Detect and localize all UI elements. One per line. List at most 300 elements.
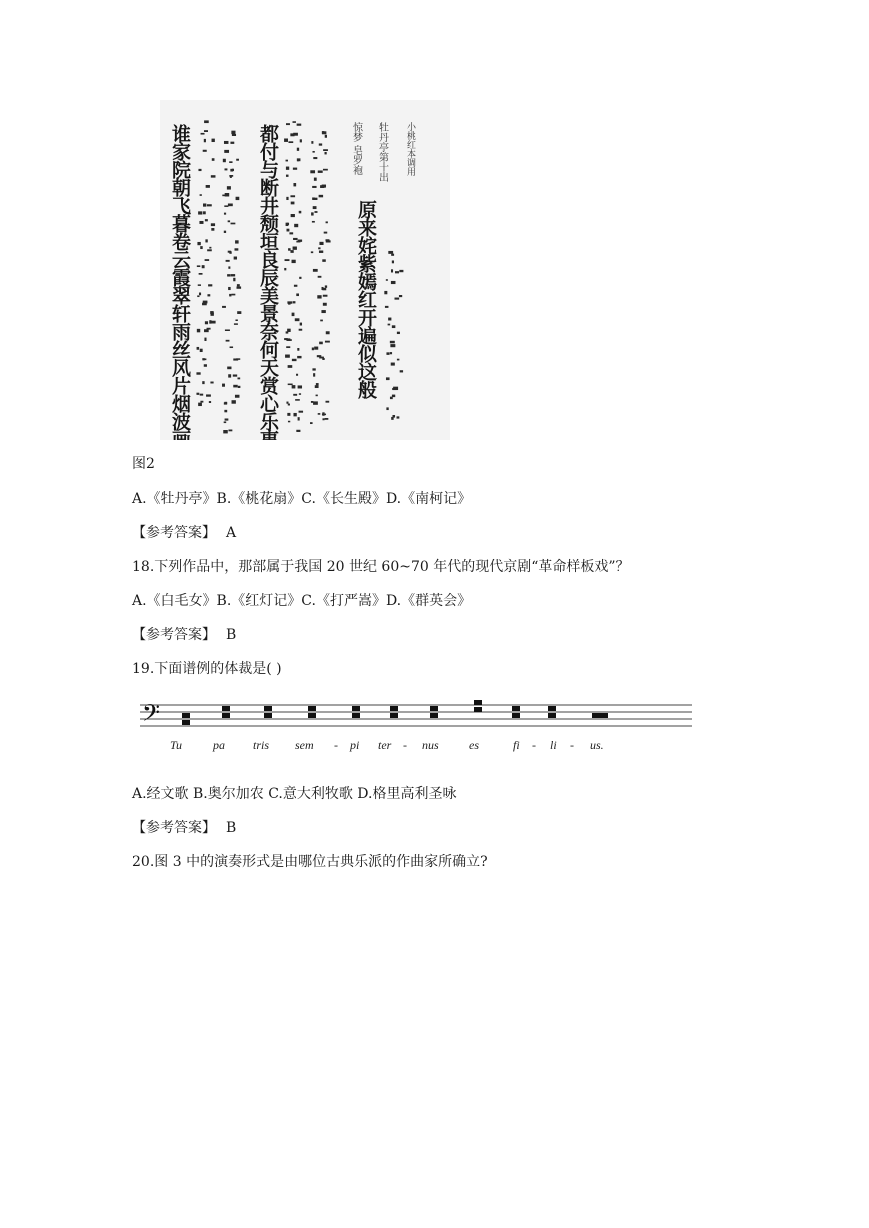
notation-mark bbox=[224, 421, 227, 423]
notation-mark bbox=[294, 285, 297, 287]
notation-mark bbox=[197, 329, 200, 332]
notation-mark bbox=[391, 281, 396, 284]
notation-mark bbox=[225, 329, 230, 331]
note bbox=[512, 706, 520, 711]
notation-mark bbox=[203, 358, 207, 360]
lyric-hyphen: - bbox=[334, 738, 338, 752]
notation-mark bbox=[300, 323, 302, 326]
notation-mark bbox=[284, 268, 286, 270]
note bbox=[474, 707, 482, 712]
notation-mark bbox=[300, 139, 302, 142]
notation-mark bbox=[326, 331, 330, 334]
notation-mark bbox=[203, 211, 206, 214]
notation-mark bbox=[228, 430, 232, 432]
notation-mark bbox=[229, 251, 231, 253]
figure-header-column: 小桃红本调用 bbox=[405, 122, 415, 176]
notation-mark bbox=[203, 301, 208, 304]
notation-mark bbox=[397, 416, 400, 418]
notation-mark bbox=[238, 386, 241, 388]
answer-value: A bbox=[226, 525, 237, 541]
notation-mark bbox=[205, 321, 208, 324]
notation-mark bbox=[232, 132, 235, 135]
note bbox=[264, 713, 272, 718]
notation-mark bbox=[288, 384, 293, 386]
notation-mark bbox=[325, 401, 329, 403]
note bbox=[222, 706, 230, 711]
q18-question: 18.下列作品中，那部属于我国 20 世纪 60~70 年代的现代京剧“革命样板戏”？ bbox=[132, 559, 630, 575]
notation-mark bbox=[391, 269, 393, 272]
notation-mark bbox=[212, 158, 215, 161]
notation-mark bbox=[200, 194, 202, 196]
q18-answer bbox=[132, 626, 236, 644]
notation-mark bbox=[228, 220, 230, 222]
notation-mark bbox=[297, 356, 301, 358]
notation-mark bbox=[225, 418, 229, 420]
notation-mark bbox=[285, 355, 290, 358]
gongche-notation-scan bbox=[160, 100, 450, 440]
notation-mark bbox=[226, 260, 230, 262]
notation-mark bbox=[211, 175, 216, 177]
notation-mark bbox=[224, 150, 229, 153]
notation-mark bbox=[296, 430, 300, 432]
notation-mark bbox=[386, 407, 388, 410]
figure-header-column: 惊梦 皂罗袍 bbox=[350, 122, 362, 176]
notation-mark bbox=[316, 395, 318, 397]
notation-mark bbox=[392, 260, 394, 263]
notation-mark bbox=[310, 170, 315, 173]
notation-mark bbox=[312, 368, 315, 370]
notation-mark bbox=[392, 325, 396, 328]
answer-value: B bbox=[226, 820, 237, 836]
notation-mark bbox=[197, 295, 199, 297]
notation-mark bbox=[286, 402, 288, 404]
notation-mark bbox=[286, 346, 290, 348]
notation-mark bbox=[232, 400, 236, 403]
notation-mark bbox=[323, 303, 327, 306]
notation-mark bbox=[313, 269, 318, 272]
notation-mark bbox=[297, 124, 302, 126]
notation-mark bbox=[229, 175, 233, 177]
notation-mark bbox=[299, 277, 301, 279]
notation-mark bbox=[202, 265, 205, 268]
notation-mark bbox=[223, 159, 226, 162]
notation-mark bbox=[224, 141, 228, 144]
notation-mark bbox=[205, 259, 210, 261]
note bbox=[222, 713, 230, 718]
notation-mark bbox=[205, 219, 208, 221]
notation-mark bbox=[227, 367, 231, 370]
answer-value: B bbox=[226, 627, 237, 643]
lyric-syllable: nus bbox=[422, 738, 439, 752]
notation-mark bbox=[290, 250, 293, 253]
notation-mark bbox=[297, 148, 299, 151]
notation-mark bbox=[325, 418, 329, 420]
notation-mark bbox=[299, 393, 301, 395]
notation-mark bbox=[310, 422, 313, 424]
answer-label: 【参考答案】 bbox=[132, 525, 216, 541]
notation-mark bbox=[224, 213, 226, 215]
notation-mark bbox=[200, 394, 203, 396]
notation-mark bbox=[212, 139, 215, 142]
lyric-syllable: Tu bbox=[170, 738, 183, 752]
notation-mark bbox=[288, 248, 291, 250]
notation-mark bbox=[296, 293, 299, 296]
notation-mark bbox=[293, 394, 297, 396]
notation-mark bbox=[314, 211, 317, 213]
notation-mark bbox=[286, 175, 289, 177]
chant-score bbox=[140, 695, 700, 770]
notation-mark bbox=[287, 339, 292, 341]
notation-mark bbox=[319, 242, 323, 245]
lyric-syllable: us. bbox=[590, 738, 604, 752]
notation-mark bbox=[286, 167, 289, 170]
note bbox=[592, 713, 600, 718]
notation-mark bbox=[299, 329, 303, 331]
note bbox=[182, 713, 190, 718]
notation-mark bbox=[287, 329, 291, 332]
lyric-syllable: es bbox=[469, 738, 479, 752]
notation-mark bbox=[198, 284, 201, 286]
notation-mark bbox=[388, 324, 391, 326]
lyric-hyphen: - bbox=[570, 738, 574, 752]
notation-mark bbox=[386, 279, 388, 281]
notation-mark bbox=[197, 265, 200, 267]
notation-mark bbox=[295, 318, 300, 321]
notation-mark bbox=[325, 152, 327, 154]
note bbox=[430, 713, 438, 718]
notation-mark bbox=[399, 270, 403, 272]
notation-mark bbox=[313, 373, 315, 376]
notation-mark bbox=[206, 185, 210, 188]
notation-mark bbox=[388, 251, 393, 254]
notation-mark bbox=[288, 421, 290, 423]
notation-mark bbox=[204, 139, 206, 142]
notation-mark bbox=[293, 183, 296, 186]
notation-mark bbox=[287, 301, 292, 303]
notation-mark bbox=[235, 240, 239, 243]
notation-mark bbox=[298, 417, 300, 420]
notation-mark bbox=[386, 352, 389, 355]
notation-mark bbox=[297, 348, 299, 351]
notation-mark bbox=[209, 247, 211, 249]
notation-mark bbox=[224, 402, 227, 404]
notation-mark bbox=[233, 374, 237, 376]
notation-mark bbox=[285, 259, 290, 261]
q20-question: 20.图 3 中的演奏形式是由哪位古典乐派的作曲家所确立? bbox=[132, 854, 488, 870]
figure-2-caption: 图2 bbox=[132, 456, 155, 472]
note bbox=[352, 713, 360, 718]
notation-mark bbox=[286, 160, 288, 162]
notation-mark bbox=[318, 413, 321, 415]
notation-mark bbox=[202, 381, 204, 384]
notation-mark bbox=[293, 246, 297, 249]
notation-mark bbox=[288, 141, 293, 143]
notation-mark bbox=[227, 274, 230, 276]
notation-mark bbox=[224, 410, 227, 412]
lyric-syllable: sem bbox=[295, 738, 314, 752]
notation-mark bbox=[204, 329, 209, 332]
notation-mark bbox=[391, 254, 394, 256]
notation-mark bbox=[390, 344, 395, 347]
notation-mark bbox=[199, 273, 203, 275]
notation-mark bbox=[399, 295, 402, 297]
notation-mark bbox=[322, 131, 324, 134]
figure-2-score-image bbox=[160, 100, 450, 440]
notation-mark bbox=[286, 123, 290, 125]
notation-mark bbox=[295, 399, 300, 401]
lyric-syllable: ter bbox=[378, 738, 392, 752]
notation-mark bbox=[204, 338, 206, 341]
notation-mark bbox=[234, 323, 238, 325]
notation-mark bbox=[227, 186, 231, 189]
notation-mark bbox=[224, 231, 226, 233]
notation-mark bbox=[197, 242, 200, 245]
notation-mark bbox=[198, 211, 202, 214]
notation-mark bbox=[203, 150, 207, 152]
q19-options: A.经文歌 B.奥尔加农 C.意大利牧歌 D.格里高利圣咏 bbox=[132, 786, 457, 802]
notation-mark bbox=[230, 169, 233, 172]
notation-mark bbox=[292, 385, 296, 388]
figure-header-column: 牡丹亭第十出 bbox=[376, 122, 388, 182]
notation-mark bbox=[209, 401, 211, 403]
note bbox=[390, 706, 398, 711]
note bbox=[352, 706, 360, 711]
notation-mark bbox=[288, 365, 293, 368]
notation-mark bbox=[287, 413, 290, 416]
notation-mark bbox=[298, 240, 302, 242]
notation-mark bbox=[233, 385, 237, 388]
notation-mark bbox=[237, 284, 240, 286]
notation-mark bbox=[319, 250, 323, 252]
q19-question: 19.下面谱例的体裁是( ) bbox=[132, 661, 282, 677]
lyric-syllable: li bbox=[550, 738, 557, 752]
notation-mark bbox=[293, 301, 296, 303]
notation-mark bbox=[322, 185, 326, 188]
notation-mark bbox=[319, 342, 323, 345]
notation-mark bbox=[312, 151, 314, 153]
notation-mark bbox=[392, 415, 395, 418]
notation-mark bbox=[228, 266, 230, 268]
notation-mark bbox=[388, 318, 391, 321]
notation-mark bbox=[196, 393, 199, 395]
notation-mark bbox=[231, 274, 235, 276]
notation-mark bbox=[319, 195, 323, 198]
notation-mark bbox=[290, 195, 295, 197]
notation-mark bbox=[299, 211, 302, 214]
header-columns bbox=[351, 121, 416, 182]
notation-mark bbox=[200, 246, 202, 249]
note bbox=[430, 706, 438, 711]
notation-mark bbox=[235, 319, 237, 321]
notation-mark bbox=[207, 294, 210, 296]
notation-mark bbox=[286, 197, 288, 200]
notation-mark bbox=[311, 401, 313, 403]
notation-mark bbox=[390, 397, 393, 399]
notation-mark bbox=[390, 352, 392, 354]
notation-mark bbox=[290, 133, 294, 136]
notation-mark bbox=[204, 120, 209, 123]
answer-label: 【参考答案】 bbox=[132, 820, 216, 836]
notation-mark bbox=[222, 306, 226, 308]
notation-mark bbox=[384, 291, 387, 294]
notation-mark bbox=[235, 248, 239, 250]
note bbox=[308, 713, 316, 718]
notation-mark bbox=[312, 186, 316, 188]
notation-mark bbox=[229, 294, 231, 297]
notation-mark bbox=[294, 224, 298, 227]
notation-mark bbox=[198, 403, 202, 406]
notation-mark bbox=[293, 413, 296, 416]
note bbox=[512, 713, 520, 718]
staff-svg bbox=[140, 695, 700, 770]
notation-mark bbox=[236, 197, 240, 200]
notation-mark bbox=[315, 385, 319, 388]
figure-text-column: 原来姹紫嫣红开遍似这般 bbox=[355, 200, 377, 398]
notation-mark bbox=[223, 430, 228, 433]
svg-text:𝄢: 𝄢 bbox=[142, 699, 161, 732]
note bbox=[264, 706, 272, 711]
notation-mark bbox=[317, 295, 321, 298]
notation-mark bbox=[319, 143, 322, 145]
notation-mark bbox=[390, 341, 395, 343]
note bbox=[474, 700, 482, 705]
note bbox=[548, 713, 556, 718]
notation-mark bbox=[296, 374, 298, 376]
notation-mark bbox=[298, 385, 302, 388]
notation-mark bbox=[289, 232, 293, 234]
notation-mark bbox=[292, 359, 297, 361]
notation-mark bbox=[292, 121, 295, 123]
notation-mark bbox=[326, 221, 328, 223]
notation-mark bbox=[325, 135, 327, 138]
q17-options: A.《牡丹亭》B.《桃花扇》C.《长生殿》D.《南柯记》 bbox=[132, 491, 472, 507]
notation-mark bbox=[322, 259, 325, 262]
notation-mark bbox=[293, 168, 297, 170]
notation-mark bbox=[311, 251, 313, 253]
notation-mark bbox=[292, 313, 295, 316]
notation-mark bbox=[228, 203, 233, 206]
figure-text-column: 都付与断井颓垣良辰美景奈何天赏心乐事 bbox=[257, 124, 279, 440]
notation-mark bbox=[233, 278, 235, 281]
notation-mark bbox=[204, 364, 207, 367]
notation-mark bbox=[228, 374, 231, 377]
notation-mark bbox=[211, 228, 214, 231]
notation-mark bbox=[293, 238, 298, 240]
notation-mark bbox=[199, 293, 201, 296]
figure-text-column: 谁家院朝飞暮卷云霞翠轩雨丝风片烟波画 bbox=[169, 124, 191, 440]
notation-mark bbox=[228, 287, 231, 290]
notation-mark bbox=[201, 133, 205, 135]
notation-mark bbox=[323, 149, 328, 151]
notation-mark bbox=[299, 411, 304, 413]
notation-mark bbox=[395, 271, 399, 273]
q17-answer bbox=[132, 524, 236, 542]
notation-mark bbox=[210, 311, 213, 314]
notation-mark bbox=[325, 341, 330, 343]
notation-mark bbox=[391, 363, 395, 366]
notation-mark bbox=[313, 401, 318, 404]
lyric-syllable: tris bbox=[253, 738, 270, 752]
note bbox=[308, 706, 316, 711]
notation-mark bbox=[230, 346, 233, 348]
notation-mark bbox=[322, 412, 324, 415]
notation-mark bbox=[234, 257, 237, 260]
notation-mark bbox=[206, 394, 211, 396]
notation-mark bbox=[323, 169, 328, 171]
notation-mark bbox=[236, 159, 239, 161]
notation-mark bbox=[292, 260, 296, 263]
notation-mark bbox=[207, 328, 211, 330]
notation-mark bbox=[207, 204, 212, 206]
notation-mark bbox=[236, 358, 240, 360]
notation-mark bbox=[231, 294, 235, 296]
notation-mark bbox=[284, 138, 288, 141]
lyric-syllable: fi bbox=[513, 738, 520, 752]
notation-mark bbox=[209, 320, 211, 323]
answer-label: 【参考答案】 bbox=[132, 627, 216, 643]
notation-mark bbox=[313, 206, 317, 209]
notation-mark bbox=[287, 223, 289, 225]
lyric-syllable: pa bbox=[213, 738, 225, 752]
notation-mark bbox=[224, 205, 228, 207]
notation-mark bbox=[397, 332, 400, 334]
note bbox=[600, 713, 608, 718]
q19-answer bbox=[132, 819, 236, 837]
notation-mark bbox=[286, 229, 289, 232]
note bbox=[390, 713, 398, 718]
notation-mark bbox=[322, 418, 324, 420]
notation-mark bbox=[321, 310, 325, 313]
notation-mark bbox=[230, 142, 234, 144]
notation-mark bbox=[288, 404, 290, 406]
q18-options: A.《白毛女》B.《红灯记》C.《打严嵩》D.《群英会》 bbox=[132, 593, 472, 609]
notation-mark bbox=[210, 382, 213, 384]
notation-mark bbox=[324, 232, 328, 234]
notation-mark bbox=[386, 378, 389, 380]
notation-mark bbox=[318, 276, 322, 278]
notation-mark bbox=[320, 320, 323, 322]
notation-mark bbox=[199, 221, 203, 224]
notation-mark bbox=[313, 157, 317, 159]
notation-mark bbox=[312, 221, 315, 223]
notation-mark bbox=[311, 212, 314, 215]
notation-mark bbox=[297, 159, 299, 161]
notation-mark bbox=[395, 298, 400, 300]
notation-mark bbox=[197, 347, 200, 350]
notation-mark bbox=[222, 384, 225, 387]
lyric-syllable: pi bbox=[350, 738, 360, 752]
notation-mark bbox=[397, 359, 399, 361]
notation-mark bbox=[207, 249, 212, 251]
notation-mark bbox=[316, 383, 319, 385]
notation-mark bbox=[222, 195, 226, 197]
notation-mark bbox=[323, 295, 328, 297]
note bbox=[182, 720, 190, 725]
notation-mark bbox=[231, 223, 236, 225]
notation-mark bbox=[385, 306, 389, 308]
notation-mark bbox=[229, 161, 232, 163]
notation-mark bbox=[204, 130, 208, 132]
notation-mark bbox=[211, 223, 215, 226]
notation-mark bbox=[400, 370, 403, 372]
notation-mark bbox=[205, 239, 207, 242]
notation-mark bbox=[314, 347, 318, 350]
notation-mark bbox=[291, 214, 295, 217]
notation-mark bbox=[392, 388, 396, 390]
notation-mark bbox=[203, 203, 206, 206]
notation-mark bbox=[314, 178, 317, 181]
notation-mark bbox=[225, 168, 228, 170]
